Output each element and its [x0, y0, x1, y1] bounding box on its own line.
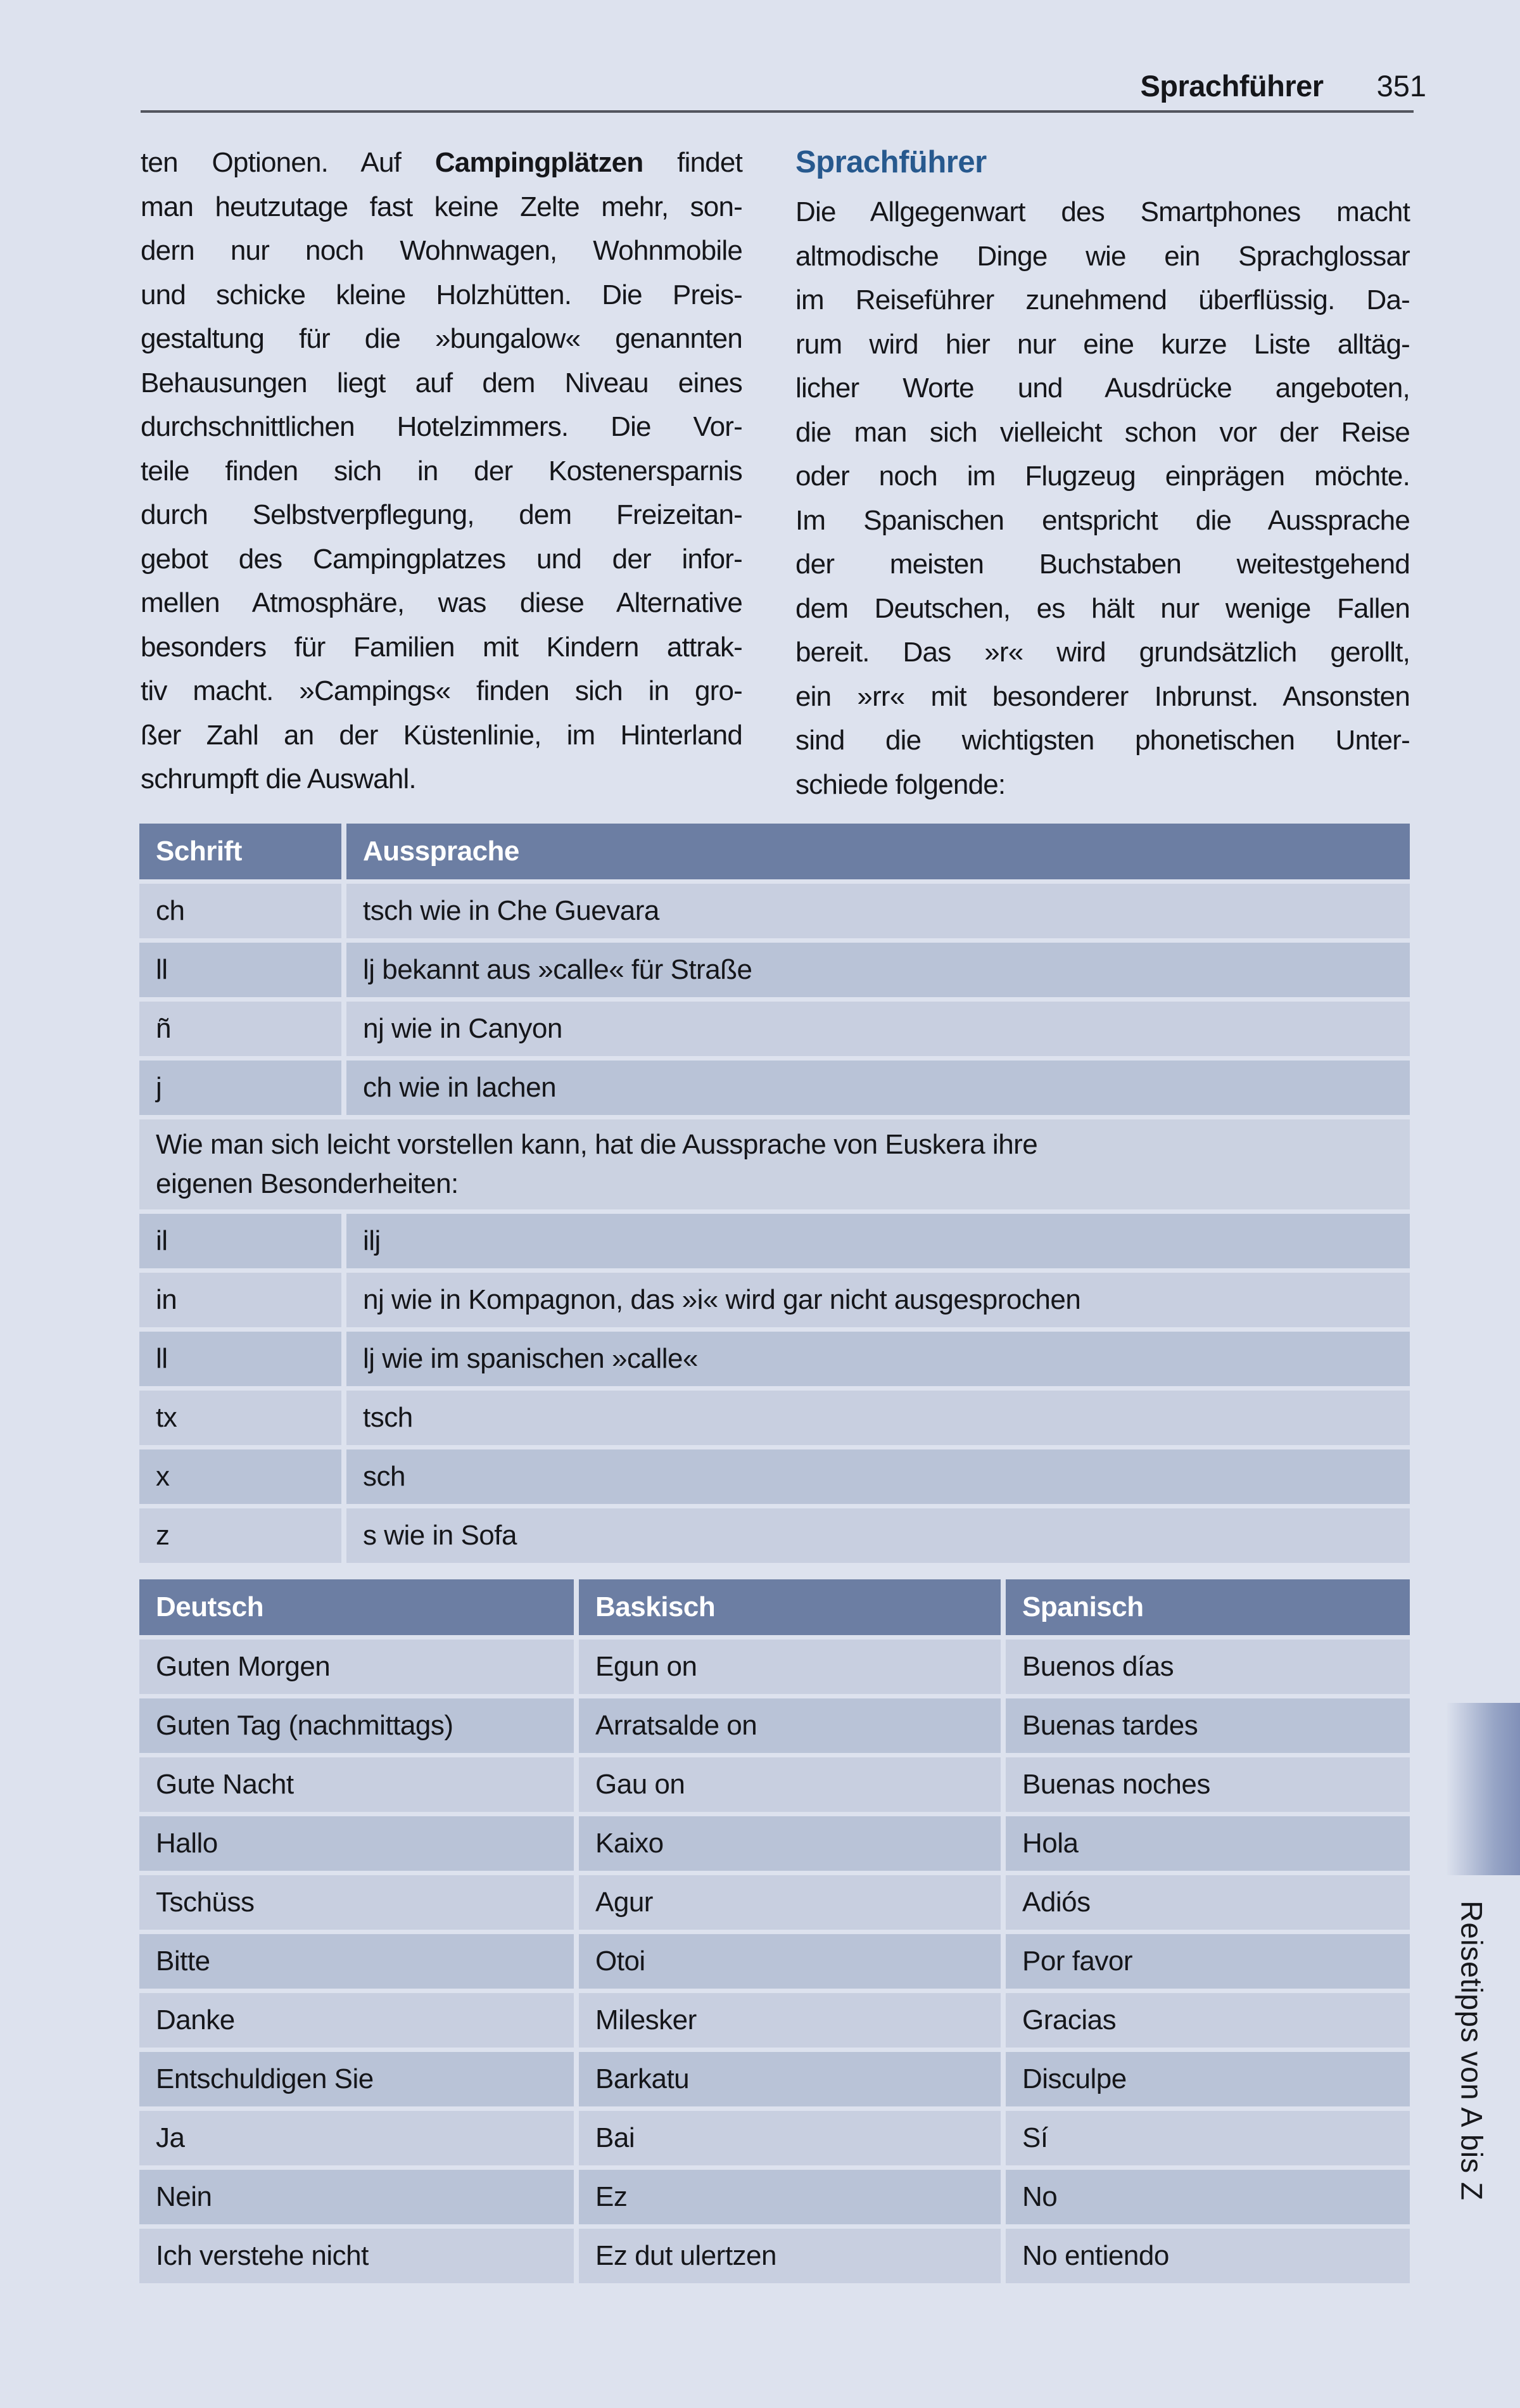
- running-head-title: Sprachführer: [1140, 69, 1324, 103]
- text-line: rum wird hier nur eine kurze Liste alltäg-: [795, 328, 1410, 360]
- right-text-column: [795, 141, 1410, 806]
- table-cell: ll: [139, 1332, 341, 1386]
- table-cell: Gau on: [579, 1757, 1001, 1812]
- table-cell: in: [139, 1273, 341, 1327]
- table-cell: il: [139, 1214, 341, 1268]
- text-line: tiv macht. »Campings« finden sich in gro-: [141, 675, 742, 706]
- table-cell: No: [1006, 2170, 1410, 2224]
- table-row: [139, 1273, 1410, 1327]
- table-row: [139, 1508, 1410, 1563]
- text-line: der meisten Buchstaben weitestgehend: [795, 549, 1410, 580]
- table-cell: Arratsalde on: [579, 1698, 1001, 1753]
- table-cell: sch: [346, 1449, 1410, 1504]
- text-line: durchschnittlichen Hotelzimmers. Die Vor-: [141, 411, 742, 442]
- text-line: altmodische Dinge wie ein Sprachglossar: [795, 240, 1410, 272]
- chapter-thumb-tab: [1446, 1703, 1520, 1875]
- table-cell: nj wie in Kompagnon, das »i« wird gar nicht ausgesprochen: [346, 1273, 1410, 1327]
- table-row: [139, 1002, 1410, 1056]
- table-cell: Gracias: [1006, 1993, 1410, 2048]
- text-line: im Reiseführer zunehmend überflüssig. Da-: [795, 284, 1410, 315]
- note-line: eigenen Besonderheiten:: [156, 1168, 459, 1199]
- section-heading: Sprachführer: [795, 145, 987, 179]
- column-header: Schrift: [139, 824, 341, 879]
- table-row: [139, 1391, 1410, 1445]
- text-line: schiede folgende:: [795, 768, 1006, 800]
- table-row: [139, 943, 1410, 997]
- left-text-column: [141, 141, 742, 801]
- table-row: [139, 2170, 1410, 2224]
- header-rule: [141, 110, 1414, 113]
- text-line: gestaltung für die »bungalow« genannten: [141, 323, 742, 354]
- table-cell: ilj: [346, 1214, 1410, 1268]
- table-cell: Ja: [139, 2111, 574, 2165]
- text-line: licher Worte und Ausdrücke angeboten,: [795, 373, 1410, 404]
- table-row: [139, 2052, 1410, 2106]
- table-cell: Sí: [1006, 2111, 1410, 2165]
- text-line: und schicke kleine Holzhütten. Die Preis-: [141, 279, 742, 310]
- table-row: [139, 1640, 1410, 1694]
- table-cell: Nein: [139, 2170, 574, 2224]
- column-header: Aussprache: [346, 824, 1410, 879]
- table-cell: ñ: [139, 1002, 341, 1056]
- table-row: [139, 2229, 1410, 2283]
- text-line: Im Spanischen entspricht die Aussprache: [795, 504, 1410, 536]
- running-head: [139, 68, 1426, 103]
- text-line: gebot des Campingplatzes und der infor-: [141, 543, 742, 575]
- table-row: [139, 1816, 1410, 1871]
- table-note-cell: [139, 1119, 1410, 1209]
- text-line: Die Allgegenwart des Smartphones macht: [795, 196, 1410, 227]
- table-cell: Tschüss: [139, 1875, 574, 1930]
- table-cell: Guten Morgen: [139, 1640, 574, 1694]
- table-row: [139, 1214, 1410, 1268]
- table-header-row: [139, 824, 1410, 879]
- table-cell: No entiendo: [1006, 2229, 1410, 2283]
- table-cell: nj wie in Canyon: [346, 1002, 1410, 1056]
- table-cell: Por favor: [1006, 1934, 1410, 1989]
- table-cell: Barkatu: [579, 2052, 1001, 2106]
- table-header-row: [139, 1579, 1410, 1635]
- text-line: ßer Zahl an der Küstenlinie, im Hinterland: [141, 719, 742, 751]
- table-cell: lj wie im spanischen »calle«: [346, 1332, 1410, 1386]
- right-text-paragraph: [795, 190, 1410, 806]
- text-line: schrumpft die Auswahl.: [141, 763, 416, 794]
- table-cell: Danke: [139, 1993, 574, 2048]
- table-cell: Milesker: [579, 1993, 1001, 2048]
- table-row: [139, 1993, 1410, 2048]
- table-cell: x: [139, 1449, 341, 1504]
- text-line: ten Optionen. Auf Campingplätzen findet: [141, 147, 742, 178]
- table-cell: Gute Nacht: [139, 1757, 574, 1812]
- column-header: Baskisch: [579, 1579, 1001, 1635]
- table-cell: Ez dut ulertzen: [579, 2229, 1001, 2283]
- column-header: Spanisch: [1006, 1579, 1410, 1635]
- text-line: oder noch im Flugzeug einprägen möchte.: [795, 461, 1410, 492]
- table-cell: tsch wie in Che Guevara: [346, 884, 1410, 938]
- table-cell: Buenos días: [1006, 1640, 1410, 1694]
- table-row: [139, 1061, 1410, 1115]
- pronunciation-table: [139, 824, 1410, 1567]
- table-row: [139, 884, 1410, 938]
- table-cell: ch: [139, 884, 341, 938]
- table-cell: Bitte: [139, 1934, 574, 1989]
- table-cell: Entschuldigen Sie: [139, 2052, 574, 2106]
- table-row: [139, 1449, 1410, 1504]
- table-row: [139, 1934, 1410, 1989]
- note-line: Wie man sich leicht vorstellen kann, hat die Aussprache von Euskera ihre: [156, 1129, 1038, 1160]
- table-cell: Buenas tardes: [1006, 1698, 1410, 1753]
- text-line: man heutzutage fast keine Zelte mehr, son-: [141, 191, 742, 222]
- table-cell: Ich verstehe nicht: [139, 2229, 574, 2283]
- text-line: teile finden sich in der Kostenersparnis: [141, 455, 742, 487]
- table-cell: Hola: [1006, 1816, 1410, 1871]
- table-cell: Agur: [579, 1875, 1001, 1930]
- table-row: [139, 1875, 1410, 1930]
- text-line: sind die wichtigsten phonetischen Unter-: [795, 725, 1410, 756]
- text-line: bereit. Das »r« wird grundsätzlich gerollt,: [795, 637, 1410, 668]
- page-number: 351: [1376, 69, 1426, 103]
- table-row: [139, 2111, 1410, 2165]
- text-line: die man sich vielleicht schon vor der Reise: [795, 416, 1410, 448]
- text-line: durch Selbstverpflegung, dem Freizeitan-: [141, 499, 742, 530]
- text-line: mellen Atmosphäre, was diese Alternative: [141, 587, 742, 618]
- table-cell: Kaixo: [579, 1816, 1001, 1871]
- text-line: ein »rr« mit besonderer Inbrunst. Ansonsten: [795, 680, 1410, 712]
- table-cell: Ez: [579, 2170, 1001, 2224]
- table-cell: Bai: [579, 2111, 1001, 2165]
- table-row: [139, 1698, 1410, 1753]
- text-line: dern nur noch Wohnwagen, Wohnmobile: [141, 235, 742, 266]
- phrase-table: [139, 1579, 1410, 2288]
- table-cell: tsch: [346, 1391, 1410, 1445]
- column-header: Deutsch: [139, 1579, 574, 1635]
- text-line: Behausungen liegt auf dem Niveau eines: [141, 367, 742, 398]
- table-cell: Disculpe: [1006, 2052, 1410, 2106]
- table-cell: Adiós: [1006, 1875, 1410, 1930]
- table-cell: z: [139, 1508, 341, 1563]
- table-cell: Hallo: [139, 1816, 574, 1871]
- table-cell: Guten Tag (nachmittags): [139, 1698, 574, 1753]
- table-cell: lj bekannt aus »calle« für Straße: [346, 943, 1410, 997]
- table-cell: Egun on: [579, 1640, 1001, 1694]
- table-row: [139, 1757, 1410, 1812]
- table-cell: Otoi: [579, 1934, 1001, 1989]
- table-cell: ch wie in lachen: [346, 1061, 1410, 1115]
- table-row: [139, 1332, 1410, 1386]
- table-cell: tx: [139, 1391, 341, 1445]
- chapter-vertical-label: Reisetipps von A bis Z: [1455, 1901, 1489, 2201]
- table-cell: j: [139, 1061, 341, 1115]
- table-cell: s wie in Sofa: [346, 1508, 1410, 1563]
- text-line: besonders für Familien mit Kindern attrak-: [141, 631, 742, 663]
- table-cell: Buenas noches: [1006, 1757, 1410, 1812]
- table-note-row: [139, 1119, 1410, 1209]
- table-cell: ll: [139, 943, 341, 997]
- text-line: dem Deutschen, es hält nur wenige Fallen: [795, 592, 1410, 624]
